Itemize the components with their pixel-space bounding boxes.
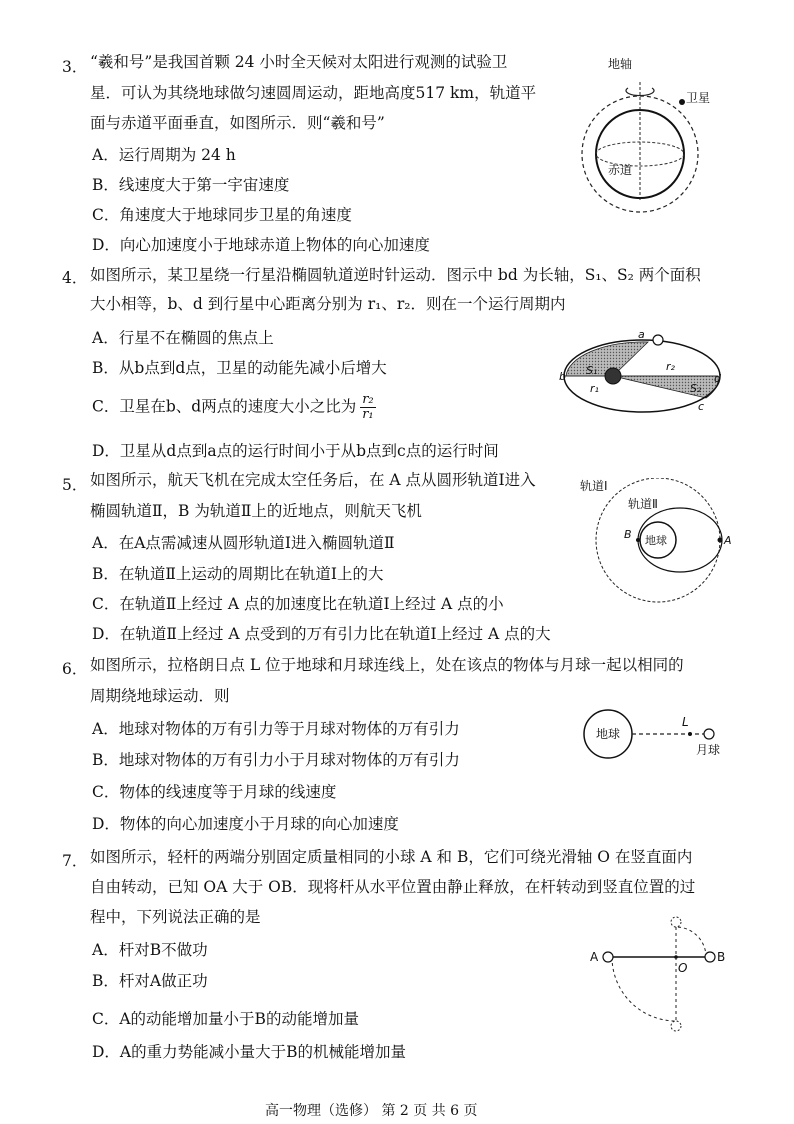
point-a <box>718 538 723 543</box>
question-text-line: 如图所示，轻杆的两端分别固定质量相同的小球 A 和 B，它们可绕光滑轴 O 在竖直面内 <box>90 848 693 866</box>
figure-q7-rod <box>586 910 736 1040</box>
question-text-line: 如图所示，拉格朗日点 L 位于地球和月球连线上，处在该点的物体与月球一起以相同的 <box>90 656 684 674</box>
option-b: B．线速度大于第一宇宙速度 <box>92 176 290 194</box>
option-b: B．杆对A做正功 <box>92 972 208 990</box>
o-label: O <box>678 961 688 975</box>
moon <box>704 729 714 739</box>
satellite-dot <box>679 99 685 105</box>
orbit-1-label: 轨道Ⅰ <box>580 479 608 493</box>
point-c-label: c <box>698 400 705 413</box>
question-text-line: 星．可认为其绕地球做匀速圆周运动，距地高度517 km，轨道平 <box>90 84 537 102</box>
satellite <box>653 335 663 345</box>
planet <box>605 368 621 384</box>
option-c-text: C．卫星在b、d两点的速度大小之比为 <box>92 397 357 416</box>
option-a: A．杆对B不做功 <box>92 941 208 959</box>
orbit-2-label: 轨道Ⅱ <box>628 497 658 511</box>
option-b: B．地球对物体的万有引力小于月球对物体的万有引力 <box>92 751 460 769</box>
option-c: C．角速度大于地球同步卫星的角速度 <box>92 206 352 224</box>
option-a: A．运行周期为 24 h <box>92 146 236 164</box>
question-text-line: 大小相等，b、d 到行星中心距离分别为 r₁、r₂．则在一个运行周期内 <box>90 295 566 313</box>
question-text-line: “羲和号”是我国首颗 24 小时全天候对太阳进行观测的试验卫 <box>90 53 508 71</box>
question-text-line: 如图所示，航天飞机在完成太空任务后，在 A 点从圆形轨道Ⅰ进入 <box>90 471 536 489</box>
option-b: B．在轨道Ⅱ上运动的周期比在轨道Ⅰ上的大 <box>92 565 384 583</box>
point-b-label: b <box>559 370 566 383</box>
figure-q5-orbits <box>578 478 738 608</box>
a-label: A <box>724 534 732 547</box>
point-l <box>688 732 692 736</box>
question-text-line: 自由转动，已知 OA 大于 OB．现将杆从水平位置由静止释放，在杆转动到竖直位置的过 <box>90 878 696 896</box>
fraction-denominator: r₁ <box>362 407 374 422</box>
option-a: A．地球对物体的万有引力等于月球对物体的万有引力 <box>92 720 460 738</box>
question-text-line: 椭圆轨道Ⅱ，B 为轨道Ⅱ上的近地点，则航天飞机 <box>90 502 422 520</box>
question-number: 5． <box>62 476 88 494</box>
option-d: D．A的重力势能减小量大于B的机械能增加量 <box>92 1043 407 1061</box>
option-d: D．物体的向心加速度小于月球的向心加速度 <box>92 815 399 833</box>
point-a-label: a <box>638 330 645 341</box>
b-label: B <box>624 528 632 541</box>
option-d: D．在轨道Ⅱ上经过 A 点受到的万有引力比在轨道Ⅰ上经过 A 点的大 <box>92 625 551 643</box>
earth-label: 地球 <box>596 727 621 741</box>
s1-label: S₁ <box>586 364 598 377</box>
option-d: D．卫星从d点到a点的运行时间小于从b点到c点的运行时间 <box>92 442 499 460</box>
l-label: L <box>682 715 689 729</box>
option-c <box>92 393 376 422</box>
question-text-line: 程中，下列说法正确的是 <box>90 908 261 926</box>
moon-label: 月球 <box>696 743 721 757</box>
ball-a-bottom <box>671 1021 681 1031</box>
option-a: A．行星不在椭圆的焦点上 <box>92 329 274 347</box>
option-c: C．在轨道Ⅱ上经过 A 点的加速度比在轨道Ⅰ上经过 A 点的小 <box>92 595 504 613</box>
figure-q3-orbit <box>568 50 718 220</box>
fraction-numerator: r₂ <box>362 392 374 407</box>
s2-label: S₂ <box>690 382 702 395</box>
satellite-label: 卫星 <box>686 91 711 105</box>
b-trajectory <box>676 927 706 957</box>
option-c: C．物体的线速度等于月球的线速度 <box>92 783 337 801</box>
b-label: B <box>717 950 726 964</box>
pivot-o <box>674 955 678 959</box>
question-text-line: 周期绕地球运动．则 <box>90 687 230 705</box>
question-number: 4． <box>62 269 88 287</box>
question-text-line: 如图所示，某卫星绕一行星沿椭圆轨道逆时针运动．图示中 bd 为长轴，S₁、S₂ 两个面积 <box>90 266 701 284</box>
question-number: 3． <box>62 58 88 76</box>
ball-b <box>705 952 715 962</box>
option-a: A．在A点需减速从圆形轨道Ⅰ进入椭圆轨道Ⅱ <box>92 534 395 552</box>
question-number: 6． <box>62 660 88 678</box>
figure-q6-lagrange <box>576 708 736 768</box>
option-d: D．向心加速度小于地球赤道上物体的向心加速度 <box>92 236 430 254</box>
ball-a <box>603 952 613 962</box>
axis-label: 地轴 <box>608 57 633 71</box>
a-trajectory <box>612 957 676 1021</box>
area-s2 <box>613 376 718 398</box>
page-footer: 高一物理（选修） 第 2 页 共 6 页 <box>265 1103 478 1119</box>
point-b <box>636 538 640 542</box>
figure-q4-ellipse <box>558 330 728 420</box>
r1-label: r₁ <box>590 382 599 395</box>
earth-label: 地球 <box>645 534 667 547</box>
equator-label: 赤道 <box>608 163 633 177</box>
option-c: C．A的动能增加量小于B的动能增加量 <box>92 1010 359 1028</box>
question-text-line: 面与赤道平面垂直，如图所示．则“羲和号” <box>90 114 385 132</box>
a-label: A <box>590 950 599 964</box>
question-number: 7． <box>62 852 88 870</box>
point-d-label: d <box>714 372 721 385</box>
r2-label: r₂ <box>666 360 675 373</box>
ball-b-top <box>671 917 681 927</box>
option-b: B．从b点到d点，卫星的动能先减小后增大 <box>92 359 387 377</box>
velocity-ratio-fraction <box>360 393 375 422</box>
